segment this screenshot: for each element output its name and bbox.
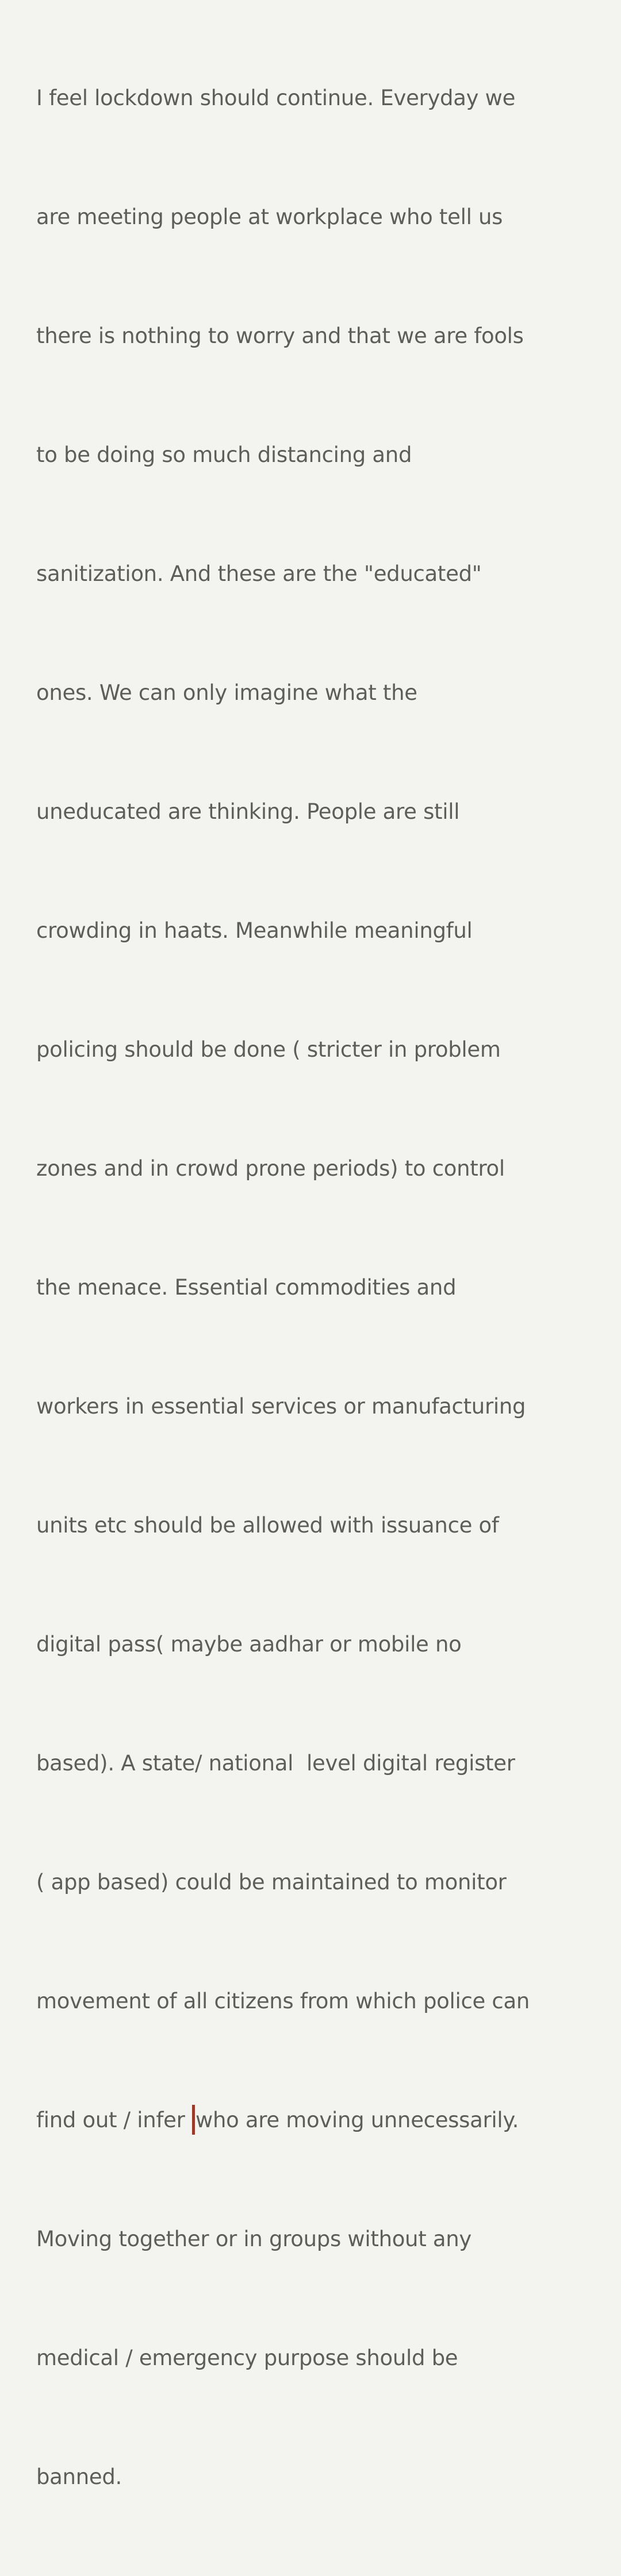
note-line: movement of all citizens from which police can [36,1989,530,2013]
note-line: to be doing so much distancing and [36,442,412,467]
note-line: I feel lockdown should continue. Everyday we [36,86,516,110]
note-line: policing should be done ( stricter in problem [36,1037,501,1062]
note-line: sanitization. And these are the "educated" [36,561,482,586]
note-line: ones. We can only imagine what the [36,680,417,705]
note-line-with-cursor [36,2100,588,2140]
note-line: Moving together or in groups without any [36,2227,471,2251]
text-after-cursor: who are moving unnecessarily. [195,2108,519,2132]
note-line: the menace. Essential commodities and [36,1275,457,1300]
note-line: banned. [36,2465,122,2489]
text-cursor [192,2105,195,2135]
note-line: crowding in haats. Meanwhile meaningful [36,918,473,943]
note-line: there is nothing to worry and that we are fools [36,324,524,348]
note-line: medical / emergency purpose should be [36,2346,458,2370]
note-line: ( app based) could be maintained to monitor [36,1870,507,1895]
note-line: zones and in crowd prone periods) to control [36,1156,505,1181]
note-line: units etc should be allowed with issuance of [36,1513,499,1538]
note-line: workers in essential services or manufacturing [36,1394,526,1419]
note-line: based). A state/ national level digital register [36,1751,515,1776]
note-text-area[interactable] [36,0,588,2576]
text-before-cursor: find out / infer [36,2108,191,2132]
note-line: uneducated are thinking. People are still [36,799,460,824]
note-line: are meeting people at workplace who tell us [36,205,503,229]
note-line: digital pass( maybe aadhar or mobile no [36,1632,462,1657]
